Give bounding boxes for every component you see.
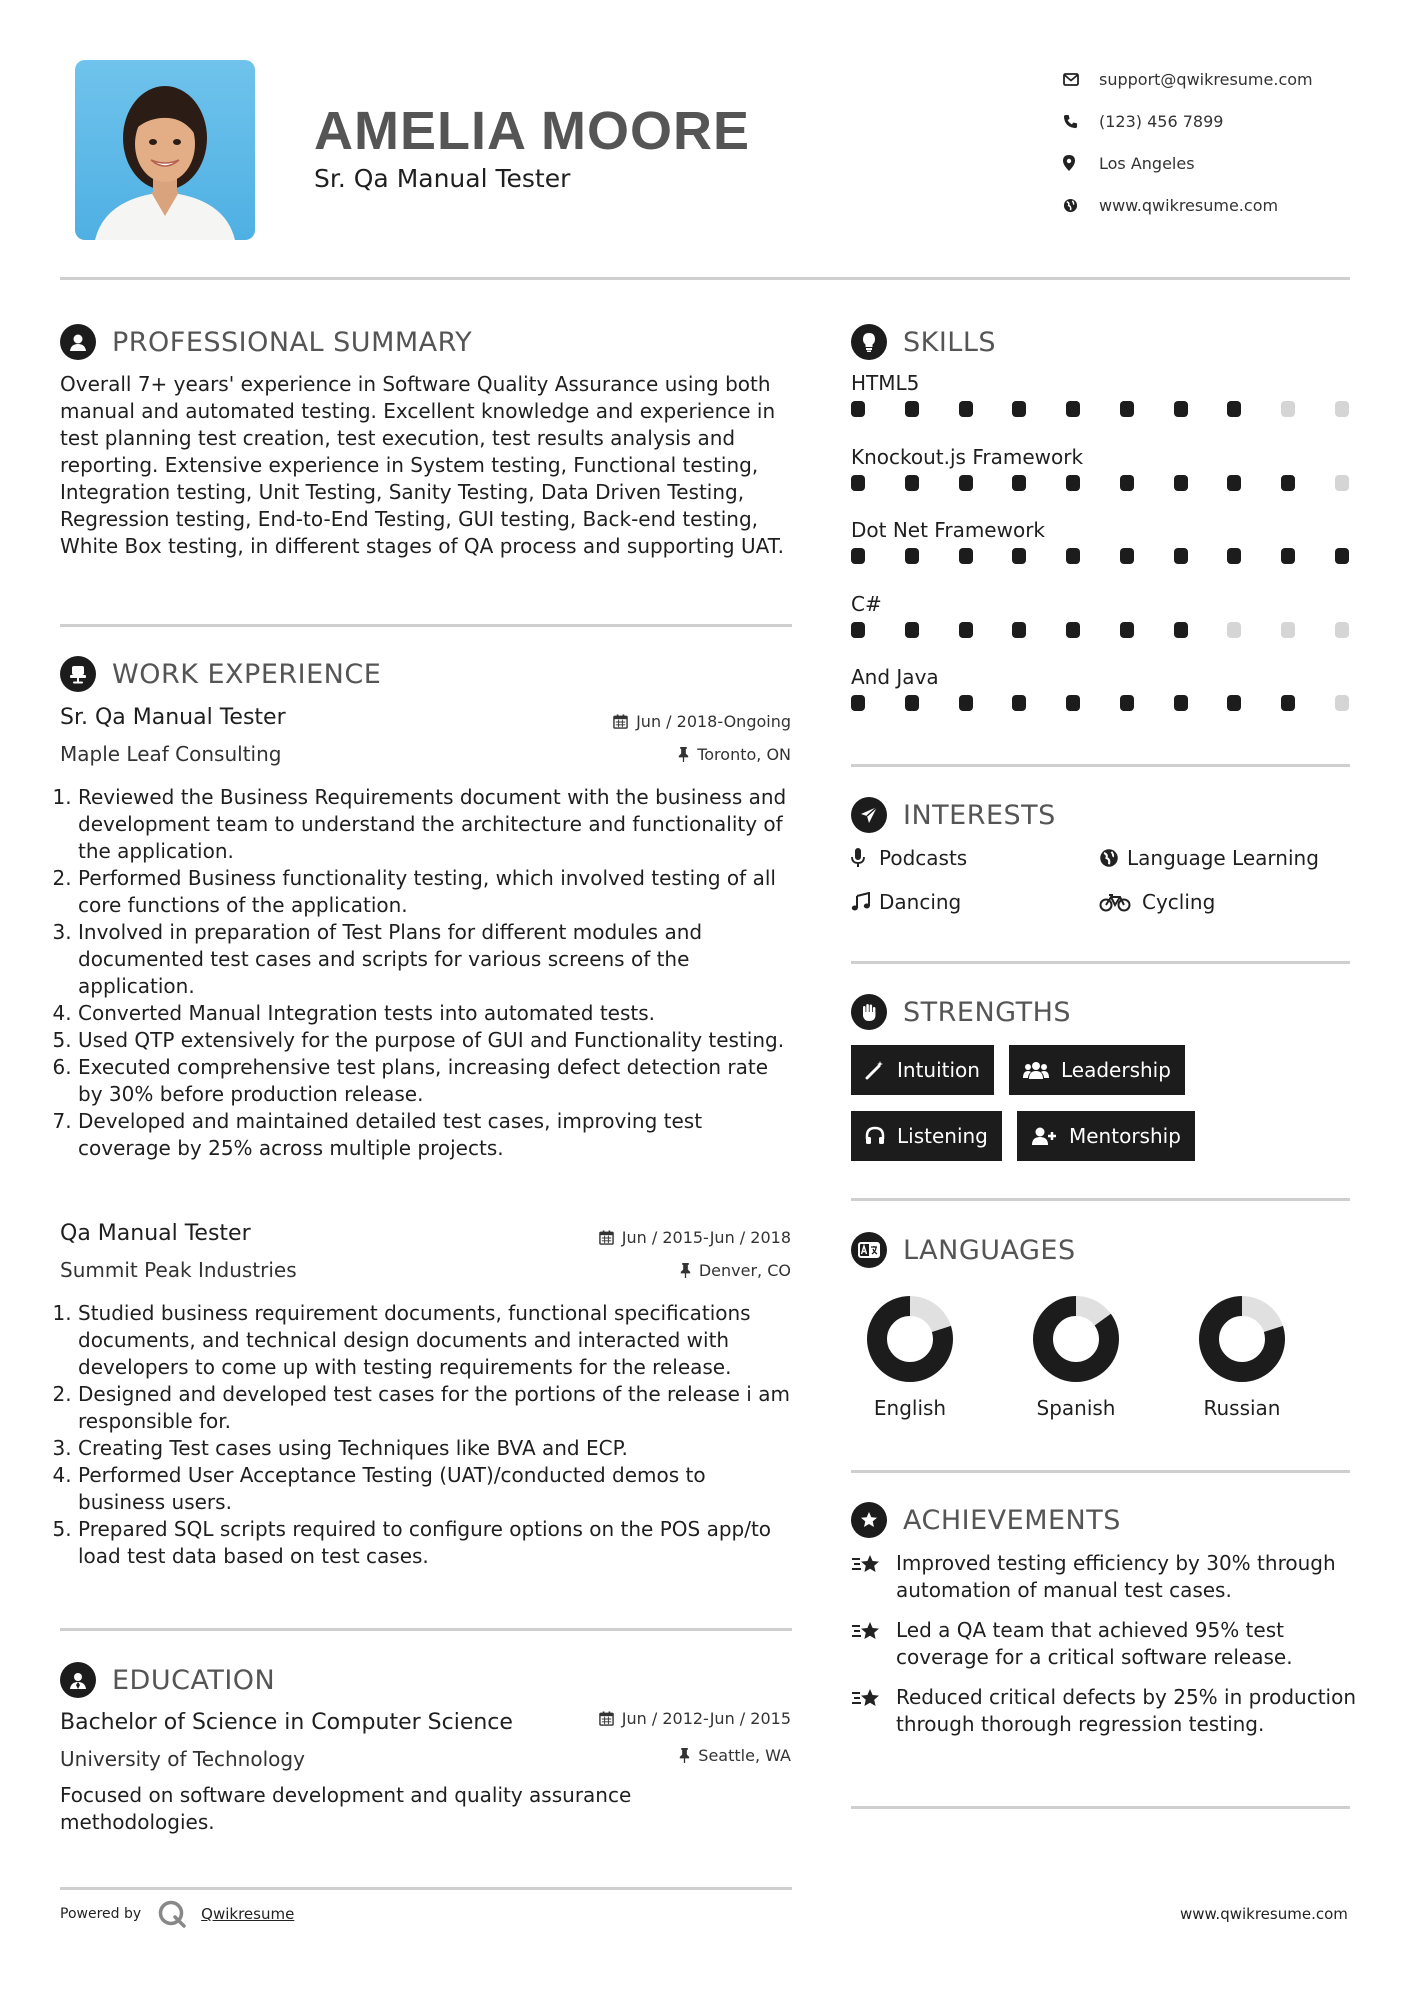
achievements-divider xyxy=(851,1806,1350,1809)
list-item: 2. Performed Business functionality testing, which involved testing of all core functions of the application. xyxy=(78,865,794,919)
list-item: 1. Studied business requirement documents, functional specifications documents, and technical design documents and interacted with developers to come up with testing requirements for the release. xyxy=(78,1300,794,1381)
contact-phone[interactable] xyxy=(1063,100,1313,142)
skill-dot-filled xyxy=(1120,695,1134,711)
footer-powered-by xyxy=(60,1899,294,1929)
pushpin-icon xyxy=(678,747,689,762)
microphone-icon xyxy=(851,848,879,868)
strengths-heading xyxy=(851,994,1071,1030)
job-2-responsibilities xyxy=(59,1300,794,1570)
interests-heading-text: INTERESTS xyxy=(903,799,1056,831)
skill-dot-empty xyxy=(1335,622,1349,638)
skill-dot-empty xyxy=(1281,401,1295,417)
graduate-icon xyxy=(60,1662,96,1698)
experience-divider xyxy=(60,1628,792,1631)
language-name: Russian xyxy=(1203,1396,1281,1420)
job-2-dates xyxy=(480,1228,791,1247)
skill-rating xyxy=(851,695,1349,711)
skill-dot-filled xyxy=(1174,401,1188,417)
interests-heading xyxy=(851,797,1056,833)
star-badge-icon xyxy=(851,1502,887,1538)
skill-dot-filled xyxy=(1012,401,1026,417)
language-english xyxy=(850,1296,970,1420)
summary-heading-text: PROFESSIONAL SUMMARY xyxy=(112,326,473,358)
interest-label: Dancing xyxy=(879,890,962,914)
contact-location-text: Los Angeles xyxy=(1099,153,1195,173)
skill-dot-filled xyxy=(905,475,919,491)
language-icon xyxy=(851,1232,887,1268)
job-2-company: Summit Peak Industries xyxy=(60,1258,297,1282)
achievement-item xyxy=(851,1684,1361,1738)
strength-label: Mentorship xyxy=(1069,1124,1181,1148)
briefcase-chair-icon xyxy=(60,656,96,692)
globe-icon xyxy=(1099,848,1127,868)
pushpin-icon xyxy=(679,1748,690,1763)
job-1-dates xyxy=(480,712,791,731)
job-1-title: Sr. Qa Manual Tester xyxy=(60,705,286,730)
experience-heading xyxy=(60,656,381,692)
contact-list xyxy=(1063,58,1313,226)
skill-dot-filled xyxy=(1066,622,1080,638)
list-item: 4. Performed User Acceptance Testing (UAT)/conducted demos to business users. xyxy=(78,1462,794,1516)
skill-rating xyxy=(851,475,1349,491)
interest-podcasts xyxy=(851,846,967,870)
profile-photo xyxy=(75,60,255,240)
language-name: Spanish xyxy=(1036,1396,1116,1420)
language-spanish xyxy=(1016,1296,1136,1420)
interest-dancing xyxy=(851,890,961,914)
skill-dot-filled xyxy=(1012,695,1026,711)
skill-dot-filled xyxy=(1174,475,1188,491)
music-note-icon xyxy=(851,892,879,912)
candidate-title: Sr. Qa Manual Tester xyxy=(314,164,571,193)
languages-heading xyxy=(851,1232,1076,1268)
skill-dot-filled xyxy=(905,622,919,638)
skill-name: Dot Net Framework xyxy=(851,518,1046,542)
footer-website[interactable]: www.qwikresume.com xyxy=(1180,1905,1348,1923)
job-1-location xyxy=(480,745,791,764)
skill-csharp xyxy=(851,592,1351,638)
skill-name: HTML5 xyxy=(851,371,920,395)
strength-leadership xyxy=(1009,1045,1185,1095)
skill-dot-filled xyxy=(1120,548,1134,564)
list-item: 6. Executed comprehensive test plans, increasing defect detection rate by 30% before production release. xyxy=(78,1054,794,1108)
phone-icon xyxy=(1063,114,1099,129)
hand-icon xyxy=(851,994,887,1030)
contact-website[interactable] xyxy=(1063,184,1313,226)
skill-rating xyxy=(851,622,1349,638)
skills-heading-text: SKILLS xyxy=(903,326,997,358)
skill-dot-empty xyxy=(1335,695,1349,711)
skill-rating xyxy=(851,401,1349,417)
achievement-item xyxy=(851,1550,1361,1604)
skill-dotnet xyxy=(851,518,1351,564)
skill-dot-filled xyxy=(851,622,865,638)
skill-dot-filled xyxy=(1066,475,1080,491)
strength-intuition xyxy=(851,1045,994,1095)
skill-dot-filled xyxy=(1227,695,1241,711)
achievement-item xyxy=(851,1617,1361,1671)
languages-heading-text: LANGUAGES xyxy=(903,1234,1076,1266)
paper-plane-icon xyxy=(851,797,887,833)
achievement-text: Improved testing efficiency by 30% through automation of manual test cases. xyxy=(896,1551,1336,1602)
skill-rating xyxy=(851,548,1349,564)
contact-phone-text: (123) 456 7899 xyxy=(1099,111,1224,131)
skill-dot-filled xyxy=(851,475,865,491)
skill-dot-filled xyxy=(1281,548,1295,564)
education-dates xyxy=(480,1709,791,1728)
list-item: 7. Developed and maintained detailed test cases, improving test coverage by 25% across multiple projects. xyxy=(78,1108,794,1162)
skill-html5 xyxy=(851,371,1351,417)
skill-name: Knockout.js Framework xyxy=(851,445,1084,469)
interest-label: Podcasts xyxy=(879,846,968,870)
user-plus-icon xyxy=(1031,1126,1057,1146)
globe-icon xyxy=(1063,198,1099,213)
skill-dot-filled xyxy=(1174,622,1188,638)
list-item: 5. Used QTP extensively for the purpose of GUI and Functionality testing. xyxy=(78,1027,794,1054)
language-ring xyxy=(1033,1296,1119,1382)
calendar-icon xyxy=(599,1230,614,1245)
languages-divider xyxy=(851,1470,1350,1473)
skill-java xyxy=(851,665,1351,711)
pushpin-icon xyxy=(680,1263,691,1278)
interest-cycling xyxy=(1099,890,1215,914)
skill-dot-filled xyxy=(959,548,973,564)
job-2-dates-text: Jun / 2015-Jun / 2018 xyxy=(621,1228,791,1247)
powered-by-text: Powered by xyxy=(60,1906,142,1922)
skill-dot-filled xyxy=(1335,548,1349,564)
summary-heading xyxy=(60,324,472,360)
interest-label: Cycling xyxy=(1142,890,1216,914)
strengths-divider xyxy=(851,1198,1350,1201)
education-dates-text: Jun / 2012-Jun / 2015 xyxy=(621,1709,791,1728)
skill-dot-filled xyxy=(959,475,973,491)
job-1-location-text: Toronto, ON xyxy=(697,745,791,764)
skill-dot-empty xyxy=(1227,622,1241,638)
job-2-location xyxy=(480,1261,791,1280)
skill-dot-filled xyxy=(1066,548,1080,564)
strengths-heading-text: STRENGTHS xyxy=(903,996,1072,1028)
skills-divider xyxy=(851,764,1350,767)
summary-text: Overall 7+ years' experience in Software Quality Assurance using both manual and automated testing. Excellent knowledge and experience in test planning test creation, test execution, test results analysis and reporting. Extensive experience in System testing, Functional testing, Integration testing, Unit Testing, Sanity Testing, Data Driven Testing, Regression testing, End-to-End Testing, GUI testing, Back-end testing, White Box testing, in different stages of QA process and supporting UAT. xyxy=(60,372,784,558)
strength-listening xyxy=(851,1111,1002,1161)
education-divider xyxy=(60,1887,792,1890)
job-2-location-text: Denver, CO xyxy=(698,1261,791,1280)
job-2-title: Qa Manual Tester xyxy=(60,1221,251,1246)
skill-dot-filled xyxy=(1066,695,1080,711)
skill-dot-filled xyxy=(851,401,865,417)
summary-divider xyxy=(60,624,792,627)
skill-dot-filled xyxy=(1174,548,1188,564)
strength-label: Leadership xyxy=(1061,1058,1171,1082)
skill-dot-filled xyxy=(1281,475,1295,491)
skill-dot-filled xyxy=(1120,475,1134,491)
language-russian xyxy=(1182,1296,1302,1420)
skill-dot-filled xyxy=(905,401,919,417)
interests-divider xyxy=(851,961,1350,964)
education-degree: Bachelor of Science in Computer Science xyxy=(60,1710,513,1735)
skill-dot-filled xyxy=(959,622,973,638)
skill-dot-filled xyxy=(1120,622,1134,638)
list-item: 5. Prepared SQL scripts required to configure options on the POS app/to load test data based on test cases. xyxy=(78,1516,794,1570)
magic-wand-icon xyxy=(865,1060,885,1080)
skill-dot-filled xyxy=(1120,401,1134,417)
education-heading-text: EDUCATION xyxy=(112,1664,276,1696)
skill-dot-filled xyxy=(851,548,865,564)
skill-dot-empty xyxy=(1335,401,1349,417)
skill-dot-filled xyxy=(1012,622,1026,638)
skill-name: And Java xyxy=(851,665,939,689)
job-1-responsibilities xyxy=(59,784,794,1162)
calendar-icon xyxy=(613,714,628,729)
list-item: 3. Creating Test cases using Techniques like BVA and ECP. xyxy=(78,1435,794,1462)
skill-dot-filled xyxy=(959,401,973,417)
contact-email-text: support@qwikresume.com xyxy=(1099,69,1313,89)
contact-website-text: www.qwikresume.com xyxy=(1099,195,1279,215)
envelope-icon xyxy=(1063,73,1099,86)
shooting-star-icon xyxy=(851,1684,896,1738)
job-1-dates-text: Jun / 2018-Ongoing xyxy=(636,712,791,731)
skill-dot-filled xyxy=(1012,475,1026,491)
skill-dot-filled xyxy=(1012,548,1026,564)
skill-dot-filled xyxy=(1066,401,1080,417)
qwikresume-link[interactable]: Qwikresume xyxy=(201,1905,295,1923)
bicycle-icon xyxy=(1099,892,1142,912)
interest-language-learning xyxy=(1099,846,1319,870)
education-location xyxy=(480,1746,791,1765)
skill-dot-filled xyxy=(1227,548,1241,564)
skill-dot-filled xyxy=(851,695,865,711)
qwikresume-logo-icon xyxy=(157,1899,187,1929)
achievements-heading-text: ACHIEVEMENTS xyxy=(903,1504,1121,1536)
shooting-star-icon xyxy=(851,1550,896,1604)
strength-label: Intuition xyxy=(897,1058,980,1082)
calendar-icon xyxy=(599,1711,614,1726)
strength-mentorship xyxy=(1017,1111,1195,1161)
experience-heading-text: WORK EXPERIENCE xyxy=(112,658,382,690)
skill-dot-filled xyxy=(905,695,919,711)
language-ring xyxy=(867,1296,953,1382)
contact-location xyxy=(1063,142,1313,184)
list-item: 4. Converted Manual Integration tests into automated tests. xyxy=(78,1000,794,1027)
achievement-text: Reduced critical defects by 25% in production through thorough regression testing. xyxy=(896,1685,1357,1736)
skill-dot-filled xyxy=(1227,401,1241,417)
skill-knockout xyxy=(851,445,1351,491)
shooting-star-icon xyxy=(851,1617,896,1671)
language-ring xyxy=(1199,1296,1285,1382)
achievement-text: Led a QA team that achieved 95% test coverage for a critical software release. xyxy=(896,1618,1293,1669)
skill-dot-empty xyxy=(1281,622,1295,638)
strength-label: Listening xyxy=(897,1124,988,1148)
headphones-icon xyxy=(865,1126,885,1146)
users-icon xyxy=(1023,1060,1049,1080)
list-item: 2. Designed and developed test cases for the portions of the release i am responsible for. xyxy=(78,1381,794,1435)
user-circle-icon xyxy=(60,324,96,360)
skill-name: C# xyxy=(851,592,882,616)
skill-dot-filled xyxy=(959,695,973,711)
location-pin-icon xyxy=(1063,155,1099,171)
skill-dot-empty xyxy=(1335,475,1349,491)
lightbulb-icon xyxy=(851,324,887,360)
achievements-heading xyxy=(851,1502,1121,1538)
skill-dot-filled xyxy=(1174,695,1188,711)
language-name: English xyxy=(873,1396,947,1420)
education-location-text: Seattle, WA xyxy=(698,1746,791,1765)
interest-label: Language Learning xyxy=(1127,846,1319,870)
skill-dot-filled xyxy=(1281,695,1295,711)
skills-heading xyxy=(851,324,996,360)
skill-dot-filled xyxy=(1227,475,1241,491)
education-school: University of Technology xyxy=(60,1747,305,1771)
header-divider xyxy=(60,277,1350,280)
education-description: Focused on software development and quality assurance methodologies. xyxy=(60,1783,632,1834)
job-1-company: Maple Leaf Consulting xyxy=(60,742,282,766)
list-item: 1. Reviewed the Business Requirements document with the business and development team to understand the architecture and functionality of the application. xyxy=(78,784,794,865)
education-heading xyxy=(60,1662,275,1698)
contact-email[interactable] xyxy=(1063,58,1313,100)
skill-dot-filled xyxy=(905,548,919,564)
list-item: 3. Involved in preparation of Test Plans for different modules and documented test cases and scripts for various screens of the application. xyxy=(78,919,794,1000)
candidate-name: AMELIA MOORE xyxy=(314,101,750,161)
